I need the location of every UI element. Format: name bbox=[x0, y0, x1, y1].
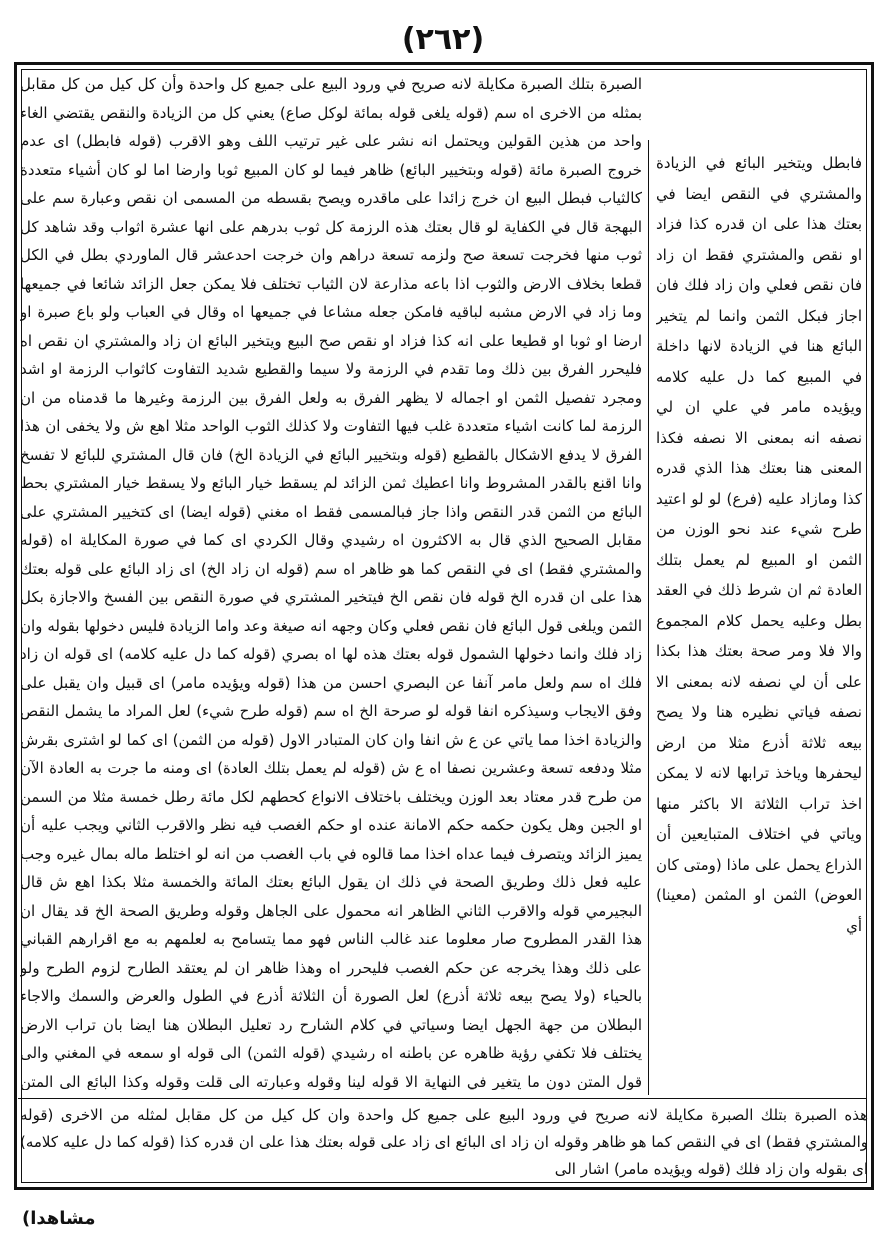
column-divider bbox=[648, 140, 649, 1095]
commentary-main-text: الصبرة بتلك الصبرة مكايلة لانه صريح في ورود البيع على جميع كل واحدة وأن كل كيل من كل مقابل بمثله من الاخرى اه سم (قوله يلغى قوله بمائة لوكل صاع) يعني كل من الزيادة والنقص يقتضي الغاء واحد من هذين القولين ويحتمل انه نشر على غير ترتيب اللف وهو الاقرب (قوله فابطل) اى عدم خروج الصبرة مائة (قوله وبتخيير البائع) ظاهر فيما لو كان المبيع ثوبا وارضا اما لو كان أشياء متعددة كالثياب فبطل البيع ان خرج زائدا على ماقدره ويصح بقسطه من المسمى ان نقص وعبارة سم على البهجة قال في الكفاية لو قال بعتك هذه الرزمة كل ثوب بدرهم على انها عشرة اثواب وقد شاهد كل ثوب منها فخرجت تسعة صح ولزمه تسعة دراهم وان خرجت احدعشر قال الماوردي بطل في الكل قطعا بخلاف الارض والثوب اذا باعه مذارعة لان الثياب تختلف فلا يمكن جعل الزائد شائعا في جميعها وما زاد في الارض مشبه لباقيه فامكن جعله مشاعا في جميعها اه وقال في العباب ولو باع صبرة او ارضا او ثوبا او قطيعا على انه كذا فزاد او نقص صح البيع ويتخير البائع ان زاد والمشتري ان نقص اه فليحرر الفرق بين ذلك وما تقدم في الرزمة ولا سيما والقطيع شديد التفاوت كاثواب الرزمة او اشد ومجرد تفصيل الثمن او اجماله لا يظهر الفرق به ولعل الفرق بين الرزمة وغيرها ما قدمناه من ان الرزمة لما كانت اشياء متعددة غلب فيها التفاوت ولا كذلك الثوب الواحد مثلا اهع ش ولا يخفى ان هذا الفرق لا يدفع الاشكال بالقطيع (قوله وبتخيير البائع في الزيادة الخ) فان قال المشتري للبائع لا تفسخ وانا اقنع بالقدر المشروط وانا اعطيك ثمن الزائد لم يسقط خيار البائع ولا يسقط خيار المشتري بحط البائع من الثمن قدر النقص واذا جاز فبالمسمى فقط اه مغني (قوله ايضا) اى كتخيير المشتري على مقابل الصحيح الذي قال به الاكثرون اه رشيدي وقال الكردي اى كما في صورة المكايلة اه (قوله والمشتري فقط) اى في النقص كما هو ظاهر اه سم (قوله ان زاد الخ) اى زاد البائع على قوله بعتك هذا على ان قدره الخ قوله فان نقص الخ فيتخير المشتري في صورة النقص بين الفسخ والاجازة بكل الثمن ويلغى قول البائع فان نقص فعلي وكان وجهه انه صيغة وعد واما الزيادة فليس دخولها بقوله وان زاد فلك وانما دخولها الشمول قوله بعتك هذه لها اه بصري (قوله كما دل عليه كلامه) اى قوله ان زاد فلك اه سم ولعل مامر آنفا عن البصري احسن من هذا (قوله ويؤيده مامر) اى قبيل وان يقبل على وفق الايجاب وسيذكره انفا قوله لو صرحة الخ اه سم (قوله طرح شيء) لعل المراد ما يشمل النقص والزيادة اخذا مما ياتي عن ع ش انفا وان كان المتبادر الاول (قوله من الثمن) اى كما لو اشترى بقرش مثلا ودفعه تسعة وعشرين نصفا اه ع ش (قوله لم يعمل بتلك العادة) اى ومنه ما جرت به العادة الآن من طرح قدر معتاد بعد الوزن ويختلف باختلاف الانواع كحطهم لكل مائة رطل خمسة مثلا من السمن او الجبن وهل يكون حكمه حكم الامانة عنده او حكم الغصب فيه نظر والاقرب الثاني ويجب عليه أن يميز الزائد ويتصرف فيما عداه اخذا مما قالوه في باب الغصب من انه لو اختلط ماله بمال غيره وجب عليه فعل ذلك وطريق الصحة في ذلك ان يقول البائع بعتك المائة والخمسة مثلا بكذا اهع ش قال البجيرمي قوله والاقرب الثاني الظاهر انه محمول على الجاهل وقوله وطريق الصحة الخ قد يقال ان هذا القدر المطروح صار معلوما عند غالب الناس فهو مما يتسامح به لعلمهم به مع اقرارهم القباني على ذلك وهذا يخرجه عن حكم الغصب فليحرر اه وهذا ظاهر ان لم يعتقد الطارح لزوم الطرح ولو بالحياء (ولا يصح بيعه ثلاثة أذرع) لعل الصورة أن الثلاثة أذرع في الطول والعرض والسمك والاجاء البطلان من جهة الجهل ايضا وسياتي في كلام الشارح رد تعليل البطلان هنا ايضا بان تراب الارض يختلف فلا تكفي رؤية ظاهره عن باطنه اه رشيدي (قوله الثمن) الى قوله او سمعه في المغني والى قول المتن دون ما يتغير في النهاية الا قوله لينا وقوله وعبارته الى قلت وقوله وكذا البائع الى المتن bbox=[20, 75, 642, 1090]
matn-margin-text: فابطل ويتخير البائع في الزيادة والمشتري في النقص ايضا في بعتك هذا على ان قدره كذا فزاد او نقص والمشتري فقط ان زاد فان نقص فعلي وان زاد فلك فان اجاز فبكل الثمن وانما لم يتخير البائع هنا في الزيادة لانها داخلة في المبيع كما دل عليه كلامه ويؤيده مامر في علي ان لي نصفه انه بمعنى الا نصفه فكذا المعنى هنا بعتك هذا الذي قدره كذا ومازاد عليه (فرع) لو لو اعتيد طرح شيء عند نحو الوزن من الثمن او المبيع لم يعمل بتلك العادة ثم ان شرط ذلك في العقد بطل وعليه يحمل كلام المجموع والا فلا ومر صحة بعتك هذا بكذا على أن لي نصفه لانه بمعنى الا نصفه فياتي نظيره هنا ولا يصح بيعه ثلاثة أذرع مثلا من ارض ليحفرها وياخذ ترابها لانه لا يمكن اخذ تراب الثلاثة الا باكثر منها وياتي في اختلاف المتبايعين أن الذراع يحمل على ماذا (ومتى كان العوض) الثمن او المثمن (معينا) أي bbox=[656, 154, 862, 935]
page-number: (٢٦٢) bbox=[401, 22, 485, 57]
footnote-text: هذه الصبرة بتلك الصبرة مكايلة لانه صريح في ورود البيع على جميع كل واحدة وان كل كيل من كل مقابل لمثله من الاخرى (قوله والمشتري فقط) اى في النقص كما هو ظاهر وقوله ان زاد اى البائع اى زاد على قوله بعتك هذا على ان قدره كذا (قوله كما دل عليه كلامه) اى بقوله وان زاد فلك (قوله ويؤيده مامر) اشار الى bbox=[20, 1106, 868, 1178]
footer-divider bbox=[18, 1098, 866, 1099]
catchword: مشاهدا) bbox=[22, 1208, 96, 1229]
